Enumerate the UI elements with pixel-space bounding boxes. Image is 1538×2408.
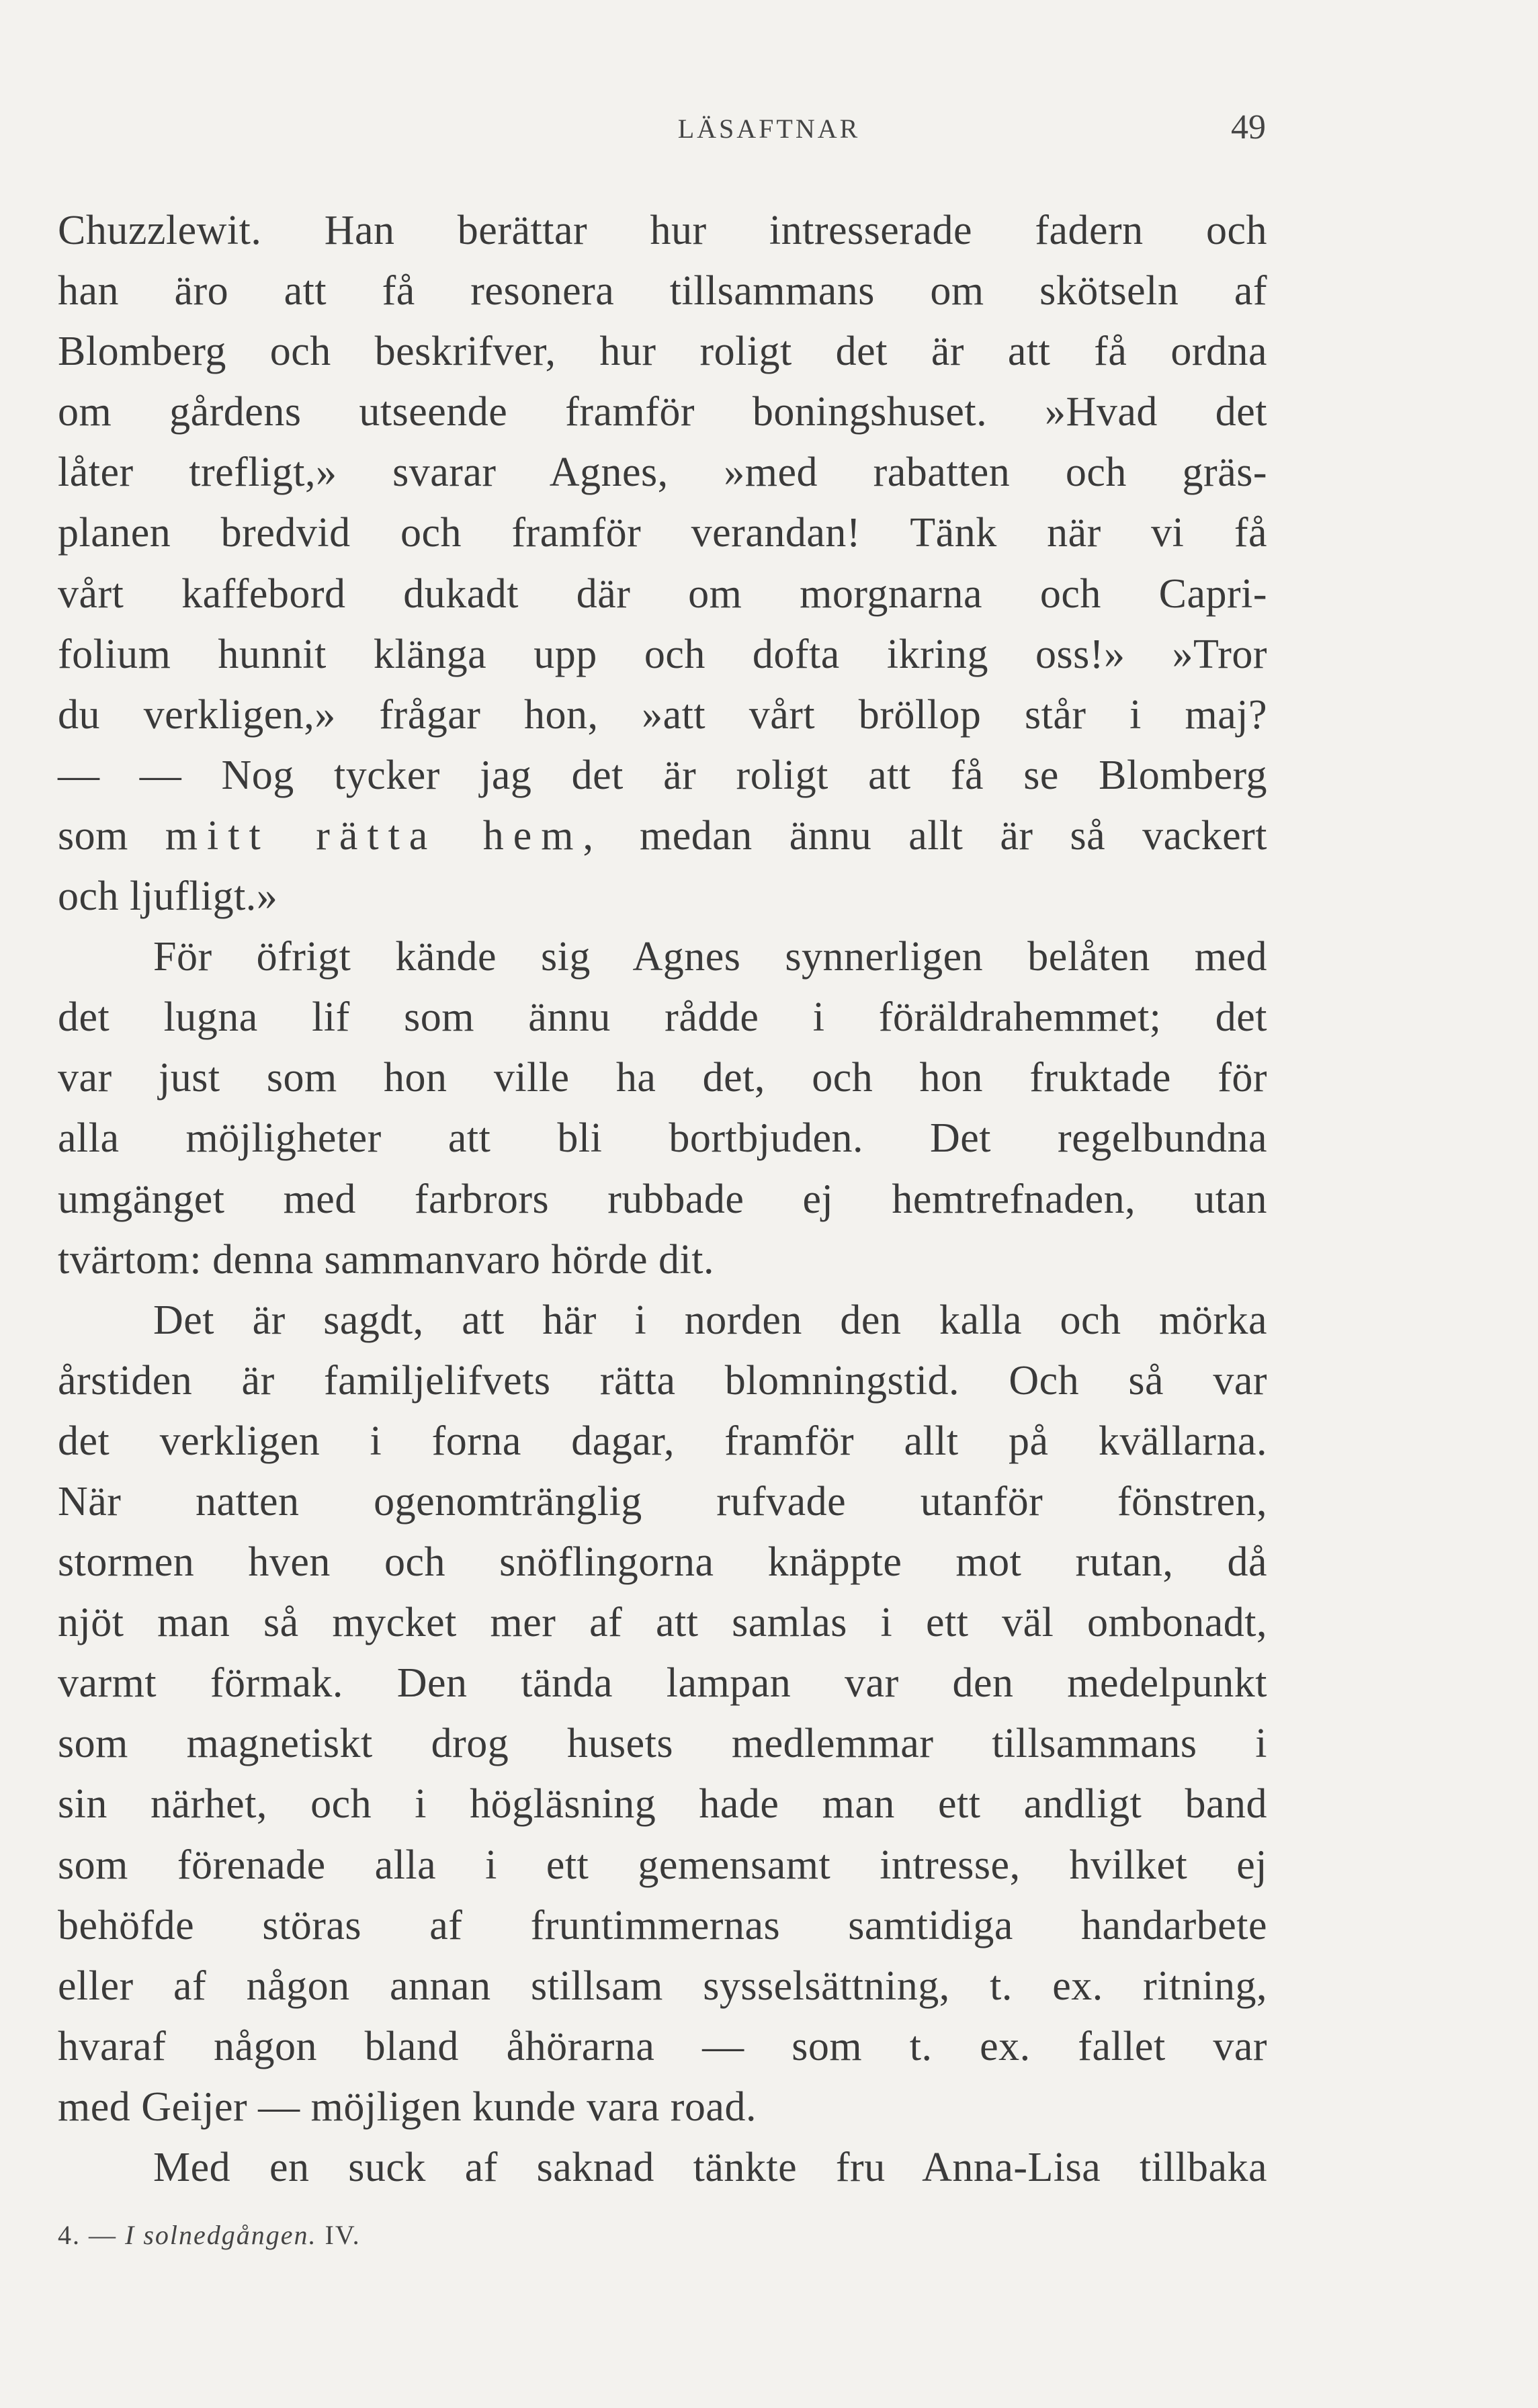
page-number: 49 xyxy=(1231,108,1266,146)
text-line-12: och ljufligt.» xyxy=(58,873,278,920)
text-line-27: sin närhet, och i högläsning hade man ett andligt band xyxy=(58,1781,1267,1828)
text-line-26: som magnetiskt drog husets medlemmar tillsammans i xyxy=(58,1721,1267,1767)
text-line-8: folium hunnit klänga upp och dofta ikring oss!» »Tror xyxy=(58,631,1267,677)
text-line-23: stormen hven och snöflingorna knäppte mot rutan, då xyxy=(58,1539,1267,1586)
paragraph-2-line-1: För öfrigt kände sig Agnes synnerligen belåten med xyxy=(153,934,1267,980)
body-text xyxy=(58,200,1267,2198)
paragraph-3-line-1: Det är sagdt, att här i norden den kalla och mörka xyxy=(153,1297,1267,1343)
text-line-6: planen bredvid och framför verandan! Tänk när vi få xyxy=(58,510,1267,556)
text-line-1: Chuzzlewit. Han berättar hur intresserade fadern och xyxy=(58,208,1267,253)
signature-dash: — xyxy=(81,2220,125,2250)
signature-footer xyxy=(58,2219,361,2251)
text-line-25: varmt förmak. Den tända lampan var den medelpunkt xyxy=(58,1660,1267,1707)
signature-title: I solnedgången. xyxy=(125,2220,317,2250)
text-line-14: det lugna lif som ännu rådde i föräldrahemmet; det xyxy=(58,994,1267,1041)
text-line-3: Blomberg och beskrifver, hur roligt det är att få ordna xyxy=(58,329,1267,375)
text-line-18: tvärtom: denna sammanvaro hörde dit. xyxy=(58,1236,715,1283)
signature-number: 4. xyxy=(58,2220,81,2250)
text-line-4: om gårdens utseende framför boningshuset. »Hvad det xyxy=(58,389,1267,435)
text-line-11 xyxy=(58,806,1267,866)
text-line-29: behöfde störas af fruntimmernas samtidiga handarbete xyxy=(58,1902,1267,1948)
text-line-7: vårt kaffebord dukadt där om morgnarna och Capri- xyxy=(58,570,1267,617)
text-line-2: han äro att få resonera tillsammans om skötseln af xyxy=(58,268,1267,314)
running-head xyxy=(0,108,1538,153)
text-line-17: umgänget med farbrors rubbade ej hemtrefnaden, utan xyxy=(58,1176,1267,1222)
text-line-24: njöt man så mycket mer af att samlas i ett väl ombonadt, xyxy=(58,1600,1267,1646)
text-line-9: du verkligen,» frågar hon, »att vårt bröllop står i maj? xyxy=(58,691,1267,738)
text-line-15: var just som hon ville ha det, och hon fruktade för xyxy=(58,1055,1267,1101)
spaced-emphasis: mitt rätta hem, xyxy=(165,812,603,859)
text-line-30: eller af någon annan stillsam sysselsättning, t. ex. ritning, xyxy=(58,1963,1267,2009)
running-title: LÄSAFTNAR xyxy=(677,114,861,144)
text-line-31: hvaraf någon bland åhörarna — som t. ex. fallet var xyxy=(58,2023,1267,2069)
volume-number: IV. xyxy=(316,2220,361,2250)
text-line-11-pre: som xyxy=(58,812,165,859)
text-line-32: med Geijer — möjligen kunde vara road. xyxy=(58,2083,757,2130)
text-line-5: låter trefligt,» svarar Agnes, »med rabatten och gräs- xyxy=(58,449,1267,496)
text-line-10: — — Nog tycker jag det är roligt att få se Blomberg xyxy=(58,752,1267,798)
text-line-22: När natten ogenomtränglig rufvade utanför fönstren, xyxy=(58,1478,1267,1524)
text-line-20: årstiden är familjelifvets rätta blomningstid. Och så var xyxy=(58,1357,1267,1404)
paragraph-4-line-1: Med en suck af saknad tänkte fru Anna-Lisa tillbaka xyxy=(153,2145,1267,2190)
text-line-28: som förenade alla i ett gemensamt intresse, hvilket ej xyxy=(58,1842,1267,1888)
text-line-21: det verkligen i forna dagar, framför allt på kvällarna. xyxy=(58,1418,1267,1464)
text-line-11-post: medan ännu allt är så vackert xyxy=(603,812,1268,859)
text-line-16: alla möjligheter att bli bortbjuden. Det regelbundna xyxy=(58,1115,1267,1162)
